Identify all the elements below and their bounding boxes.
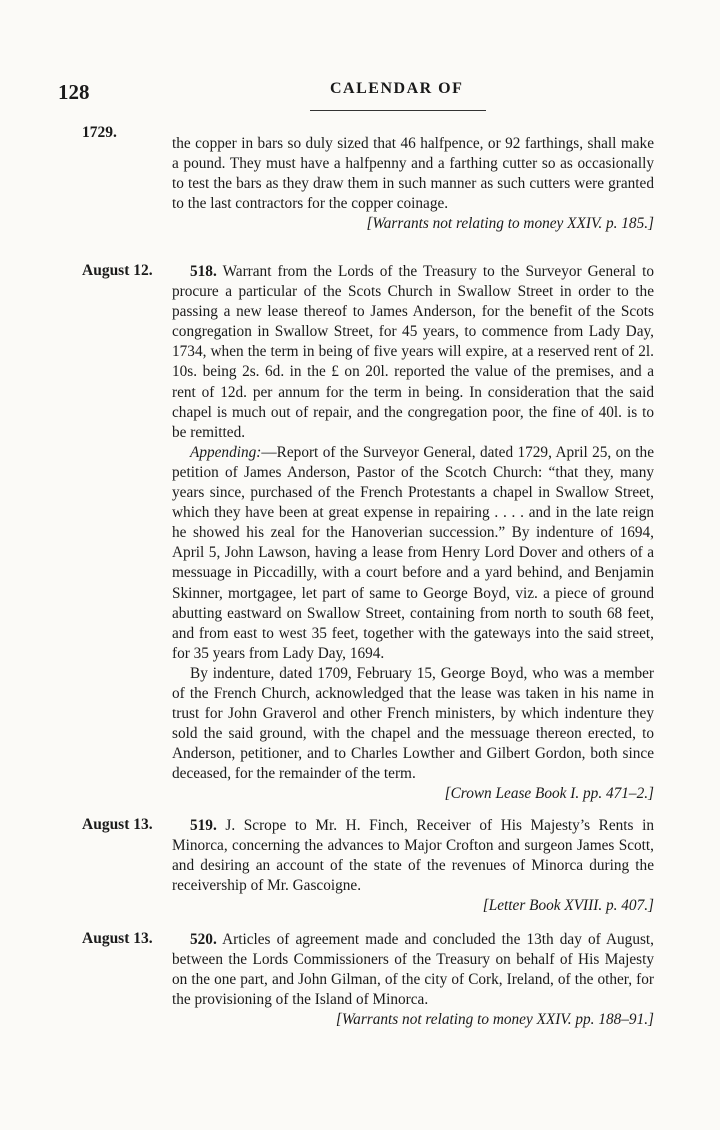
entry-date: 1729.: [82, 124, 117, 141]
page-header: [0, 70, 720, 110]
entry-body: [172, 262, 654, 805]
entry-number: 519.: [190, 817, 217, 834]
entry-date: August 13.: [82, 816, 153, 833]
entry-date: August 12.: [82, 262, 153, 279]
entry-reference: [Warrants not relating to money XXIV. pp. 188–91.]: [335, 1011, 654, 1029]
entry-text: Warrant from the Lords of the Treasury to the Surveyor General to procure a particular of the Scots Church in Swallow Street in order to the passing a new lease thereof to James Anderson, for the benefit of the Scots congregation in Swallow Street, for 45 years, to commence from Lady Day, 1734, when the term in being of five years will expire, at a reserved rent of 2l. 10s. being 2s. 6d. in the £ on 20l. reported the value of the premises, and a rent of 12d. per annum for the term in being. In consideration that the said chapel is much out of repair, and the congregation poor, the fine of 40l. is to be remitted.: [172, 263, 654, 441]
entry-body: [172, 930, 654, 1030]
entry-text: the copper in bars so duly sized that 46 halfpence, or 92 farthings, shall make a pound. They must have a halfpenny and a farthing cutter so as occasionally to test the bars as they draw them in such manner as such cutters were granted to the last contractors for the copper coinage.: [172, 135, 654, 213]
entry-main-paragraph: [172, 816, 654, 896]
entry-paragraph-2: By indenture, dated 1709, February 15, George Boyd, who was a member of the French Church, acknowledged that the lease was taken in his name in trust for John Graverol and other French ministers, by which indenture they sold the said ground, with the chapel and the messuage thereon erected, to Anderson, petitioner, and to Charles Lowther and Gilbert Gordon, both since deceased, for the remainder of the term.: [172, 664, 654, 783]
appending-text: —Report of the Surveyor General, dated 1729, April 25, on the petition of James Anderson, Pastor of the Scotch Church: “that they, many years since, purchased of the French Protestants a chapel in Swallow Street, which they have been at great expense in repairing . . . . and in the late reign he showed his zeal for the Hanoverian succession.” By indenture of 1694, April 5, John Lawson, having a lease from Henry Lord Dover and others of a messuage in Piccadilly, with a court before and a yard behind, and Benjamin Skinner, mortgagee, let part of same to George Boyd, viz. a piece of ground abutting eastward on Swallow Street, containing from north to south 68 feet, and from east to west 35 feet, together with the gateways into the said street, for 35 years from Lady Day, 1694.: [172, 443, 654, 662]
entry-body: [172, 816, 654, 916]
entry-reference: [Warrants not relating to money XXIV. p. 185.]: [366, 215, 654, 233]
entry-text: J. Scrope to Mr. H. Finch, Receiver of His Majesty’s Rents in Minorca, concerning the advances to Major Crofton and surgeon James Scott, and desiring an account of the state of the revenues of Minorca during the receivership of Mr. Gascoigne.: [172, 817, 654, 895]
entry-reference: [Letter Book XVIII. p. 407.]: [482, 897, 654, 915]
entry-main-paragraph: [172, 262, 654, 443]
entry-number: 520.: [190, 931, 217, 948]
appending-label: Appending:: [190, 443, 262, 461]
appending-paragraph: [172, 443, 654, 664]
entry-reference: [Crown Lease Book I. pp. 471–2.]: [444, 785, 654, 803]
entry-number: 518.: [190, 263, 217, 280]
header-rule: [310, 110, 486, 111]
running-head: CALENDAR OF: [330, 80, 464, 97]
entry-body: [172, 134, 654, 234]
entry-text: Articles of agreement made and concluded the 13th day of August, between the Lords Commissioners of the Treasury on behalf of His Majesty on the one part, and John Gilman, of the city of Cork, Ireland, of the other, for the provisioning of the Island of Minorca.: [172, 931, 654, 1009]
entry-main-paragraph: [172, 930, 654, 1010]
page-number: 128: [58, 80, 90, 104]
entry-date: August 13.: [82, 930, 153, 947]
